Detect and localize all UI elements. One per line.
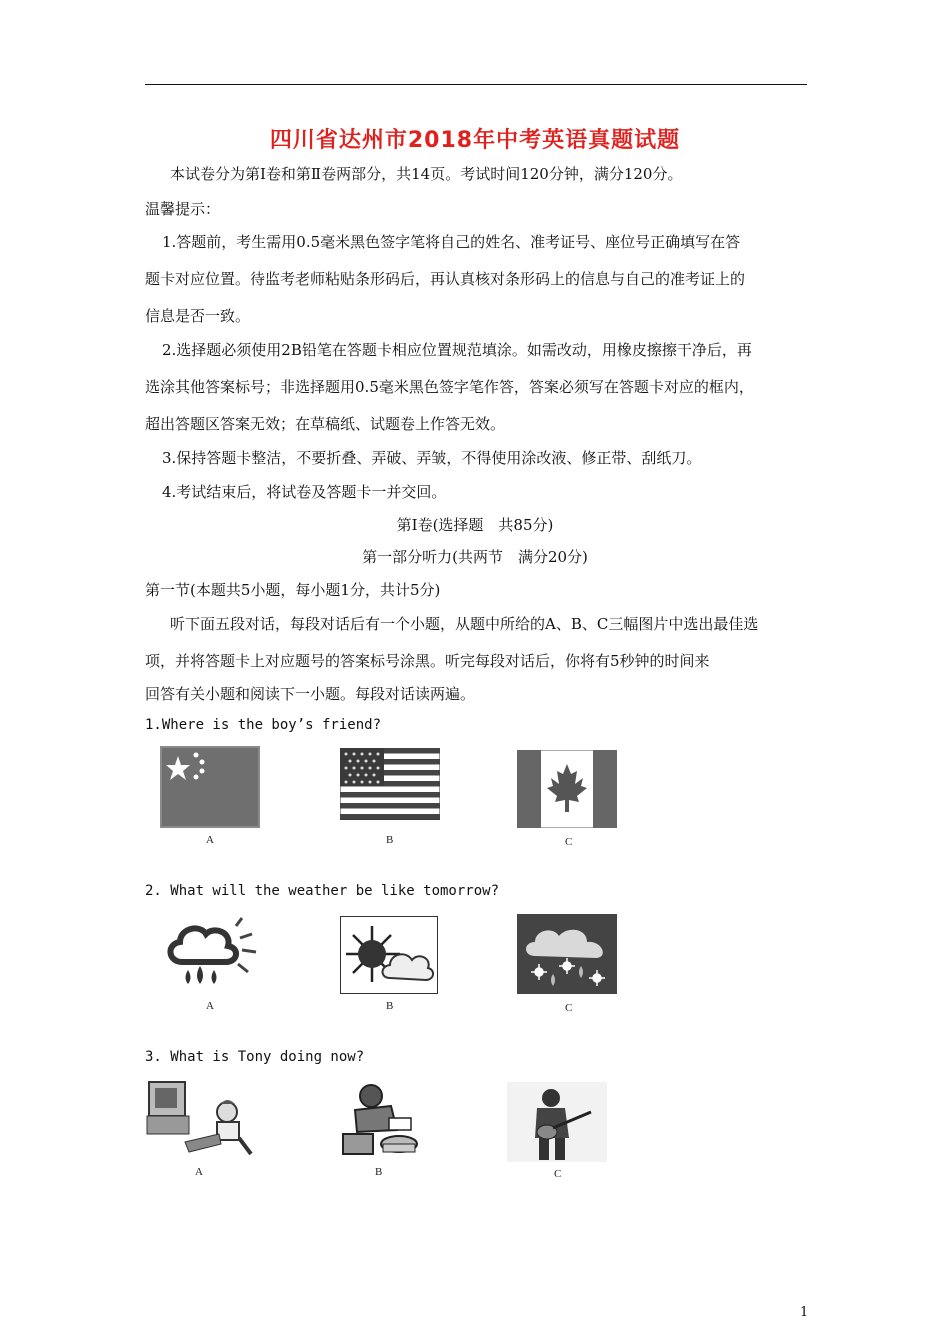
option-b-label: B [375,1166,383,1178]
canada-flag-image [517,750,617,828]
snow-icon [517,914,617,994]
directions-line: 回答有关小题和阅读下一小题。每段对话读两遍。 [145,685,476,703]
page-number: 1 [800,1305,809,1320]
rain-icon [160,914,265,994]
option-c-label: C [554,1168,562,1180]
directions-line: 听下面五段对话，每段对话后有一个小题，从题中所给的A、B、C三幅图片中选出最佳选 [170,615,759,633]
tip-line: 3.保持答题卡整洁，不要折叠、弄破、弄皱，不得使用涂改液、修正带、刮纸刀。 [162,449,702,467]
sunny-icon [340,916,438,994]
section-heading: 第一节(本题共5小题，每小题1分，共计5分) [145,581,441,599]
option-b-label: B [386,834,394,846]
tip-line: 2.选择题必须使用2B铅笔在答题卡相应位置规范填涂。如需改动，用橡皮擦擦干净后，再 [162,341,752,359]
header-rule [145,84,807,85]
playing-guitar-image [507,1082,607,1162]
watching-tv-image [145,1078,255,1160]
volume-heading: 第Ⅰ卷(选择题 共85分) [396,516,554,534]
tip-line: 信息是否一致。 [145,307,251,325]
tip-line: 选涂其他答案标号；非选择题用0.5毫米黑色签字笔作答，答案必须写在答题卡对应的框内， [145,378,754,396]
usa-flag-image [340,748,440,820]
option-b-label: B [386,1000,394,1012]
tip-line: 题卡对应位置。待监考老师粘贴条形码后，再认真核对条形码上的信息与自己的准考证上的 [145,270,746,288]
question-2-text: 2. What will the weather be like tomorrow? [145,883,500,899]
question-1-text: 1.Where is the boy’s friend? [145,717,382,733]
option-a-label: A [195,1166,203,1178]
china-flag-image [160,746,260,828]
tip-line: 4.考试结束后，将试卷及答题卡一并交回。 [162,483,447,501]
tip-line: 1.答题前，考生需用0.5毫米黑色签字笔将自己的姓名、准考证号、座位号正确填写在答 [162,233,741,251]
writing-homework-image [335,1080,425,1162]
intro-text: 本试卷分为第Ⅰ卷和第Ⅱ卷两部分，共14页。考试时间120分钟，满分120分。 [170,165,683,183]
question-3-text: 3. What is Tony doing now? [145,1049,365,1065]
tips-heading: 温馨提示： [145,200,221,218]
directions-line: 项，并将答题卡上对应题号的答案标号涂黑。听完每段对话后，你将有5秒钟的时间来 [145,652,710,670]
page-title: 四川省达州市2018年中考英语真题试题 [269,128,681,153]
option-a-label: A [206,834,214,846]
option-c-label: C [565,836,573,848]
part-heading: 第一部分听力(共两节 满分20分) [362,548,588,566]
option-a-label: A [206,1000,214,1012]
tip-line: 超出答题区答案无效；在草稿纸、试题卷上作答无效。 [145,415,506,433]
option-c-label: C [565,1002,573,1014]
